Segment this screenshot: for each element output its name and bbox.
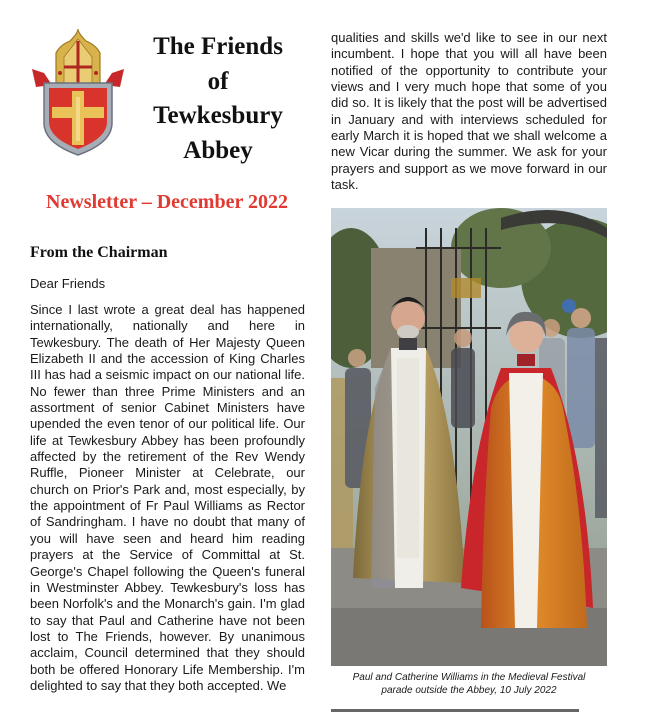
section-heading-chairman: From the Chairman [30, 244, 168, 261]
title-line: of [207, 67, 229, 95]
newsletter-subtitle: Newsletter – December 2022 [46, 191, 288, 213]
chairman-paragraph: Since I last wrote a great deal has happened internationally, nationally and here in Tewkesbury. The death of Her Majesty Queen Elizabeth II and the accession of King Charles III has had a seismic impact on our national life. No fewer than three Prime Ministers and an assortment of senior Cabinet Ministers have upended the even tenor of our political life. Our life at Tewkesbury Abbey has been profoundly affected by the retirement of the Rev Wendy Ruffle, Pioneer Minister at Celebrate, our church on Prior's Park and, most especially, by the appointment of Fr Paul Williams as Rector of Sandringham. I have no doubt that many of you will have seen and heard him reading prayers at the Service of Committal at St. George's Chapel following the Queen's funeral in Westminster Abbey. Tewkesbury's loss has been Norfolk's and the Monarch's gain. I'm glad to say that Paul and Catherine have not been lost to The Friends, however. By unanimous acclaim, Council determined that they should both be offered Honorary Life Membership. I'm delighted to say that they both accepted. We [30, 302, 305, 693]
title-line: Tewkesbury [153, 102, 283, 129]
truncated-next-line [331, 706, 607, 712]
right-column-paragraph: qualities and skills we'd like to see in our next incumbent. I hope that you will all have been notified of the opportunity to contribute your views and I very much hope that some of you did so. It is likely that the post will be advertised in January and with interviews scheduled for early March it is hoped that we shall welcome a new Vicar during the summer. We ask for your prayers and support as we move forward in our task. [331, 30, 607, 193]
photo-caption [331, 671, 607, 697]
salutation: Dear Friends [30, 276, 106, 291]
caption-line: Paul and Catherine Williams in the Medieval Festival [352, 672, 586, 683]
caption-line: parade outside the Abbey, 10 July 2022 [381, 685, 557, 696]
title-line: Abbey [183, 136, 253, 164]
diocesan-crest-icon [30, 27, 126, 159]
newsletter-title [140, 30, 296, 168]
parade-photo [331, 208, 607, 666]
title-line: The Friends [153, 33, 283, 60]
